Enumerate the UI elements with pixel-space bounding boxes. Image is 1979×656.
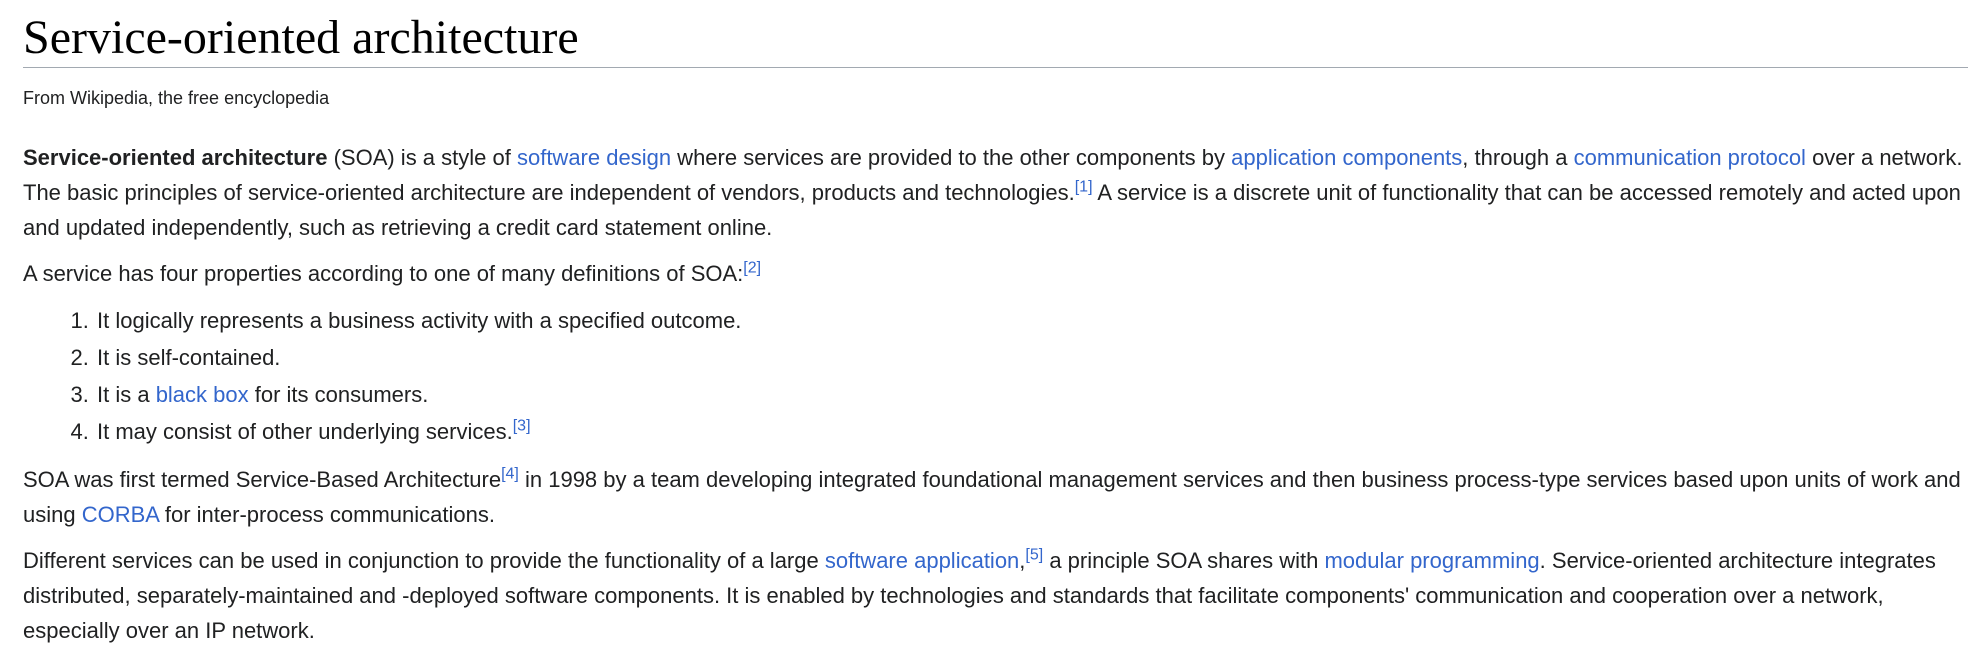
list-item: [95, 413, 741, 450]
list-item: [95, 339, 741, 376]
usage-text: a principle SOA shares with: [1043, 548, 1325, 573]
link-corba[interactable]: CORBA: [81, 502, 159, 527]
history-text: SOA was first termed Service-Based Architecture: [23, 467, 502, 492]
link-application-components[interactable]: application components: [1231, 145, 1463, 170]
site-tagline: From Wikipedia, the free encyclopedia: [23, 88, 330, 108]
list-item-text: It is self-contained.: [97, 345, 281, 370]
intro-text: , through a: [1462, 145, 1574, 170]
citation-1: [1075, 179, 1093, 196]
properties-intro-text: A service has four properties according to one of many definitions of SOA:: [23, 261, 744, 286]
link-software-application[interactable]: software application: [824, 548, 1020, 573]
citation-2: [743, 260, 761, 277]
properties-list: [23, 302, 741, 450]
intro-text: A service is a discrete unit of functionality that can be accessed remotely and acted upon and updated independently, such as retrieving a credit card statement online.: [23, 180, 1961, 240]
intro-text: where services are provided to the other components by: [671, 145, 1232, 170]
history-paragraph: [23, 462, 1968, 532]
article-term: Service-oriented architecture: [23, 145, 328, 170]
list-item: [95, 302, 741, 339]
list-item-text: It is a: [97, 382, 156, 407]
link-modular-programming[interactable]: modular programming: [1324, 548, 1540, 573]
history-text: in 1998 by a team developing integrated foundational management services and then business process-type services based upon units of work and using: [23, 467, 1961, 527]
citation-4: [501, 466, 519, 483]
usage-text: ,: [1019, 548, 1026, 573]
citation-link-3[interactable]: [3]: [512, 417, 531, 435]
citation-3: [513, 418, 531, 435]
history-text: for inter-process communications.: [158, 502, 495, 527]
title-divider: [23, 67, 1968, 68]
intro-text: (SOA) is a style of: [327, 145, 517, 170]
link-black-box[interactable]: black box: [155, 382, 249, 407]
link-communication-protocol[interactable]: communication protocol: [1573, 145, 1806, 170]
citation-link-5[interactable]: [5]: [1025, 546, 1044, 564]
list-item: [95, 376, 741, 413]
page-title: Service-oriented architecture: [23, 11, 579, 64]
usage-text: Different services can be used in conjunction to provide the functionality of a large: [23, 548, 825, 573]
citation-link-4[interactable]: [4]: [501, 465, 519, 483]
citation-link-1[interactable]: [1]: [1074, 178, 1093, 196]
properties-intro: [23, 256, 1968, 291]
intro-paragraph: [23, 140, 1968, 245]
intro-text: over a network. The basic principles of service-oriented architecture are independent of vendors, products and technologies.: [23, 145, 1963, 205]
list-item-text: for its consumers.: [248, 382, 429, 407]
citation-link-2[interactable]: [2]: [743, 259, 762, 277]
usage-text: . Service-oriented architecture integrates distributed, separately-maintained and -deployed software components. It is enabled by technologies and standards that facilitate components' communication and cooperation over a network, especially over an IP network.: [23, 548, 1936, 643]
list-item-text: It logically represents a business activity with a specified outcome.: [97, 308, 742, 333]
link-software-design[interactable]: software design: [516, 145, 672, 170]
citation-5: [1025, 547, 1043, 564]
list-item-text: It may consist of other underlying services.: [97, 419, 513, 444]
usage-paragraph: [23, 543, 1968, 648]
